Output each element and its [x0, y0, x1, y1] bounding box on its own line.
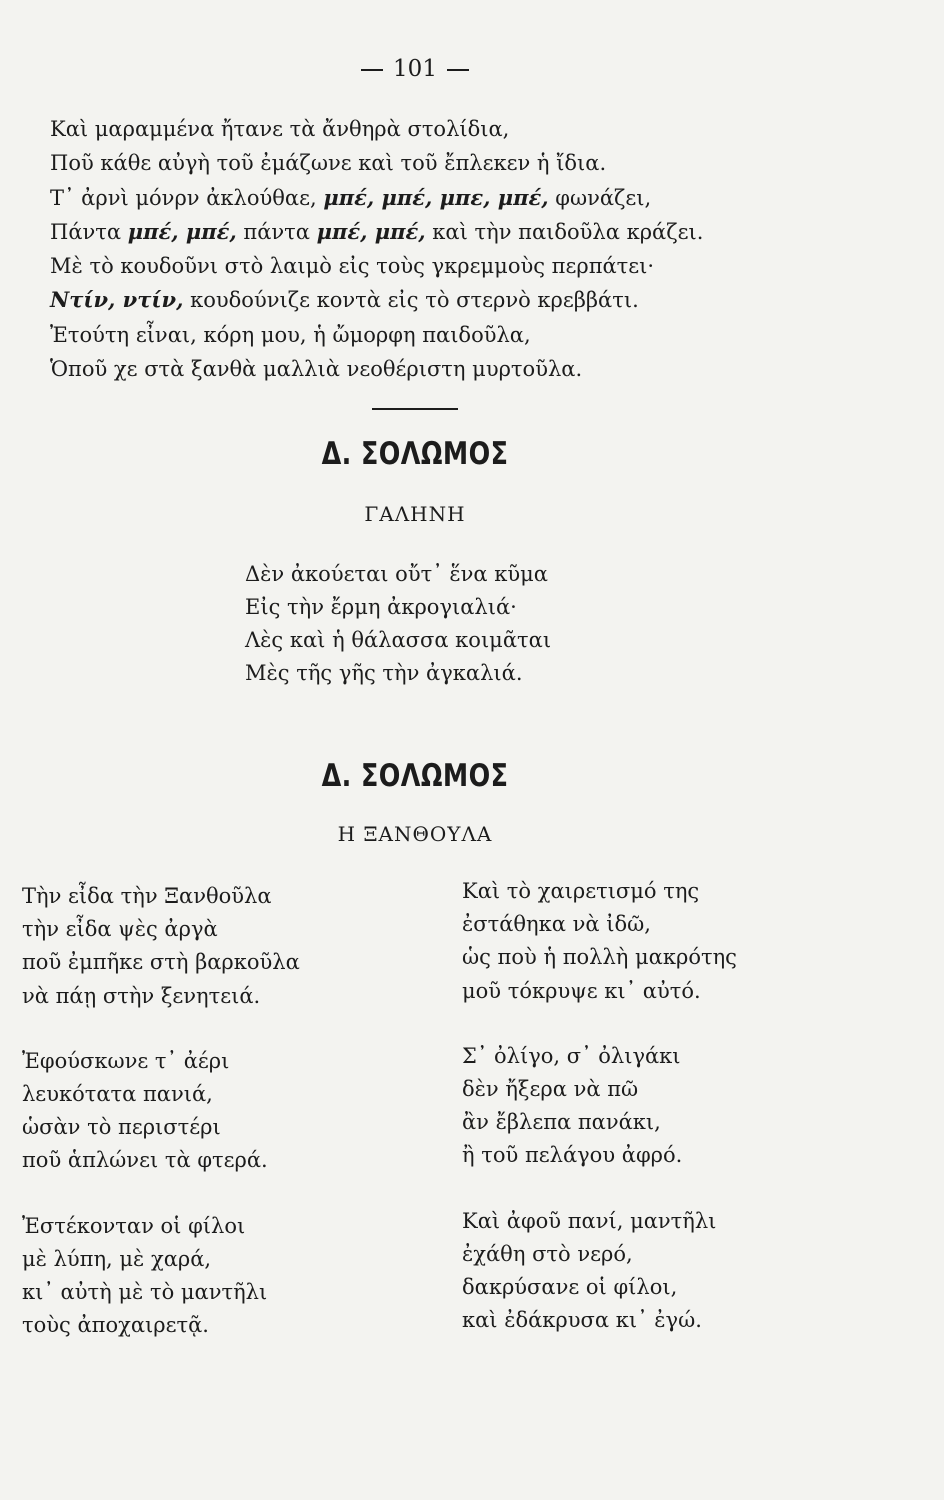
- poem-line: κι᾽ αὐτὴ μὲ τὸ μαντῆλι: [22, 1280, 268, 1305]
- page-number: [0, 56, 830, 82]
- line-text: καὶ τὴν παιδοῦλα κράζει.: [432, 219, 704, 244]
- page-number-text: 101: [393, 56, 437, 82]
- poem-line: Καὶ τὸ χαιρετισμό της: [462, 879, 700, 903]
- poem-line: [50, 181, 703, 215]
- page-number-dash-left: [361, 69, 383, 71]
- poem-line: Δὲν ἀκούεται οὔτ᾽ ἕνα κῦμα: [245, 562, 548, 586]
- line-text: κουδούνιζε κοντὰ εἰς τὸ στερνὸ κρεββάτι.: [190, 288, 639, 313]
- line-text: φωνάζει,: [555, 185, 652, 210]
- poem-line: μοῦ τόκρυψε κι᾽ αὐτό.: [462, 978, 701, 1003]
- poem-line: [50, 215, 703, 249]
- poem-line: νὰ πάῃ στὴν ξενητειά.: [22, 983, 261, 1008]
- stanza: [22, 880, 300, 1013]
- poem-line: καὶ ἐδάκρυσα κι᾽ ἐγώ.: [462, 1308, 702, 1333]
- author-heading: Δ. ΣΟΛΩΜΟΣ: [321, 758, 509, 794]
- stanza: [462, 1040, 737, 1173]
- poem-line: Ἐστέκονταν οἱ φίλοι: [22, 1213, 246, 1238]
- poem-column-right: [462, 875, 737, 1369]
- poem-line: Σ᾽ ὀλίγο, σ᾽ ὀλιγάκι: [462, 1043, 681, 1068]
- emphasis: μπέ, μπέ,: [316, 218, 426, 244]
- poem-line: μὲ λύπη, μὲ χαρά,: [22, 1246, 212, 1271]
- line-text: Τ᾽ ἀρνὶ μόνρν ἀκλούθαε,: [50, 185, 317, 210]
- poem-line: Τὴν εἶδα τὴν Ξανθοῦλα: [22, 884, 272, 908]
- poem-title: Η ΞΑΝΘΟΥΛΑ: [337, 822, 493, 846]
- poem-line: Ποῦ κάθε αὐγὴ τοῦ ἐμάζωνε καὶ τοῦ ἔπλεκεν ἡ ἴδια.: [50, 151, 607, 176]
- poem-line: Ὁποῦ χε στὰ ξανθὰ μαλλιὰ νεοθέριστη μυρτοῦλα.: [50, 357, 583, 382]
- emphasis: Ντίν, ντίν,: [50, 287, 184, 313]
- stanza: [22, 1045, 300, 1178]
- emphasis: μπέ, μπέ, μπε, μπέ,: [323, 184, 549, 210]
- poem-line: ποῦ ἁπλώνει τὰ φτερά.: [22, 1148, 268, 1173]
- section-divider: [372, 408, 458, 410]
- poem-line: Εἰς τὴν ἔρμη ἀκρογιαλιά·: [245, 595, 517, 619]
- poem-title: ΓΑΛΗΝΗ: [364, 502, 466, 526]
- poem-column-left: [22, 880, 300, 1374]
- stanza: [462, 875, 737, 1008]
- poem-line: ἐστάθηκα νὰ ἰδῶ,: [462, 912, 651, 937]
- poem-galini: [245, 558, 551, 690]
- poem-line: τὴν εἶδα ψὲς ἀργὰ: [22, 917, 218, 942]
- poem-line: λευκότατα πανιά,: [22, 1082, 213, 1107]
- poem-line: Καὶ ἀφοῦ πανί, μαντῆλι: [462, 1208, 717, 1233]
- emphasis: μπέ, μπέ,: [127, 218, 237, 244]
- poem-line: ποῦ ἐμπῆκε στὴ βαρκοῦλα: [22, 950, 300, 975]
- poem-fragment: [50, 112, 703, 386]
- poem-line: Ἐφούσκωνε τ᾽ ἀέρι: [22, 1048, 230, 1073]
- page-number-dash-right: [447, 69, 469, 71]
- poem-line: Λὲς καὶ ἡ θάλασσα κοιμᾶται: [245, 628, 552, 652]
- poem-line: ὡσὰν τὸ περιστέρι: [22, 1115, 221, 1140]
- poem-line: δακρύσανε οἱ φίλοι,: [462, 1275, 678, 1300]
- poem-line: ἂν ἔβλεπα πανάκι,: [462, 1110, 661, 1135]
- poem-line: Μὲς τῆς γῆς τὴν ἀγκαλιά.: [245, 661, 523, 685]
- poem-line: τοὺς ἀποχαιρετᾷ.: [22, 1313, 209, 1338]
- poem-line: δὲν ἤξερα νὰ πῶ: [462, 1077, 639, 1102]
- poem-line: ἐχάθη στὸ νερό,: [462, 1241, 633, 1266]
- poem-line: Καὶ μαραμμένα ἤτανε τὰ ἄνθηρὰ στολίδια,: [50, 117, 510, 141]
- author-heading: Δ. ΣΟΛΩΜΟΣ: [321, 436, 509, 472]
- stanza: [462, 1205, 737, 1338]
- poem-line: [50, 283, 703, 317]
- poem-line: ἢ τοῦ πελάγου ἀφρό.: [462, 1143, 683, 1168]
- line-text: πάντα: [243, 219, 310, 244]
- line-text: Πάντα: [50, 219, 122, 244]
- poem-line: Μὲ τὸ κουδοῦνι στὸ λαιμὸ εἰς τοὺς γκρεμμοὺς περπάτει·: [50, 254, 655, 279]
- poem-line: ὡς ποὺ ἡ πολλὴ μακρότης: [462, 945, 737, 970]
- poem-line: Ἐτούτη εἶναι, κόρη μου, ἡ ὤμορφη παιδοῦλα,: [50, 322, 531, 347]
- stanza: [22, 1210, 300, 1343]
